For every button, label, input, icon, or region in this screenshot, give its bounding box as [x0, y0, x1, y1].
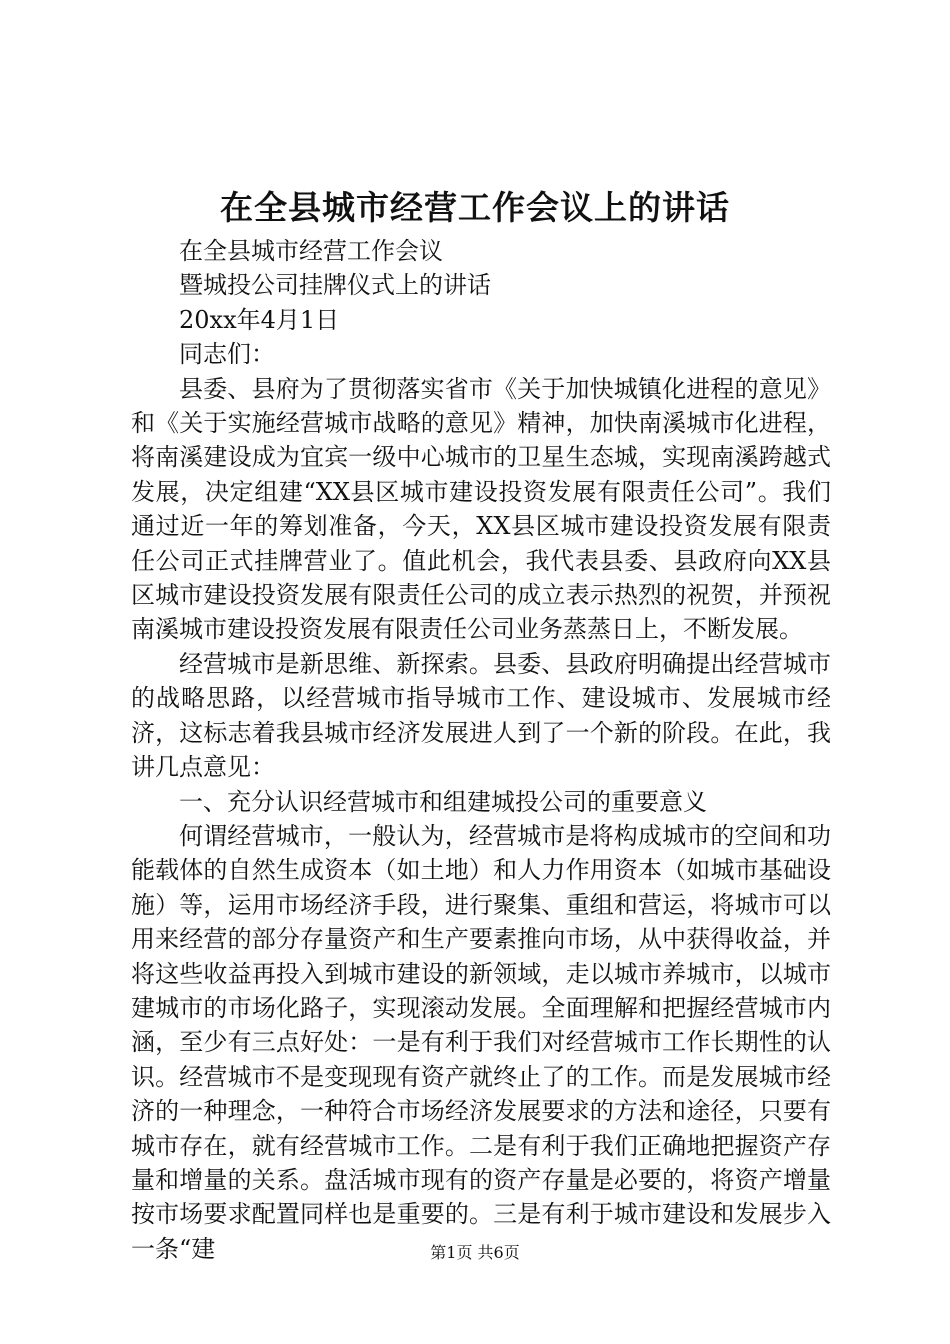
- paragraph: 何谓经营城市，一般认为，经营城市是将构成城市的空间和功能载体的自然生成资本（如土地）和人力作用资本（如城市基础设施）等，运用市场经济手段，进行聚集、重组和营运，将城市可以用来经营的部分存量资产和生产要素推向市场，从中获得收益，并将这些收益再投入到城市建设的新领域，走以城市养城市，以城市建城市的市场化路子，实现滚动发展。全面理解和把握经营城市内涵，至少有三点好处：一是有利于我们对经营城市工作长期性的认识。经营城市不是变现现有资产就终止了的工作。而是发展城市经济的一种理念，一种符合市场经济发展要求的方法和途径，只要有城市存在，就有经营城市工作。二是有利于我们正确地把握资产存量和增量的关系。盘活城市现有的资产存量是必要的，将资产增量按市场要求配置同样也是重要的。三是有利于城市建设和发展步入一条“建: [131, 821, 831, 1263]
- header-line-ceremony: 暨城投公司挂牌仪式上的讲话: [179, 271, 491, 300]
- paragraph: 经营城市是新思维、新探索。县委、县政府明确提出经营城市的战略思路，以经营城市指导城市工作、建设城市、发展城市经济，这标志着我县城市经济发展进人到了一个新的阶段。在此，我讲几点意见：: [131, 649, 831, 782]
- header-line-date: 20xx年4月1日: [179, 305, 340, 334]
- document-body: [131, 234, 831, 1266]
- document-title: 在全县城市经营工作会议上的讲话: [220, 188, 730, 227]
- paragraph: 县委、县府为了贯彻落实省市《关于加快城镇化进程的意见》和《关于实施经营城市战略的意见》精神，加快南溪城市化进程，将南溪建设成为宜宾一级中心城市的卫星生态城，实现南溪跨越式发展，决定组建“XX县区城市建设投资发展有限责任公司”。我们通过近一年的筹划准备，今天，XX县区城市建设投资发展有限责任公司正式挂牌营业了。值此机会，我代表县委、县政府向XX县区城市建设投资发展有限责任公司的成立表示热烈的祝贺，并预祝南溪城市建设投资发展有限责任公司业务蒸蒸日上，不断发展。: [131, 374, 831, 644]
- section-heading: 一、充分认识经营城市和组建城投公司的重要意义: [179, 787, 707, 816]
- page-footer: 第1页 共6页: [430, 1243, 520, 1262]
- header-line-salutation: 同志们：: [179, 340, 275, 369]
- header-line-meeting: 在全县城市经营工作会议: [179, 237, 443, 265]
